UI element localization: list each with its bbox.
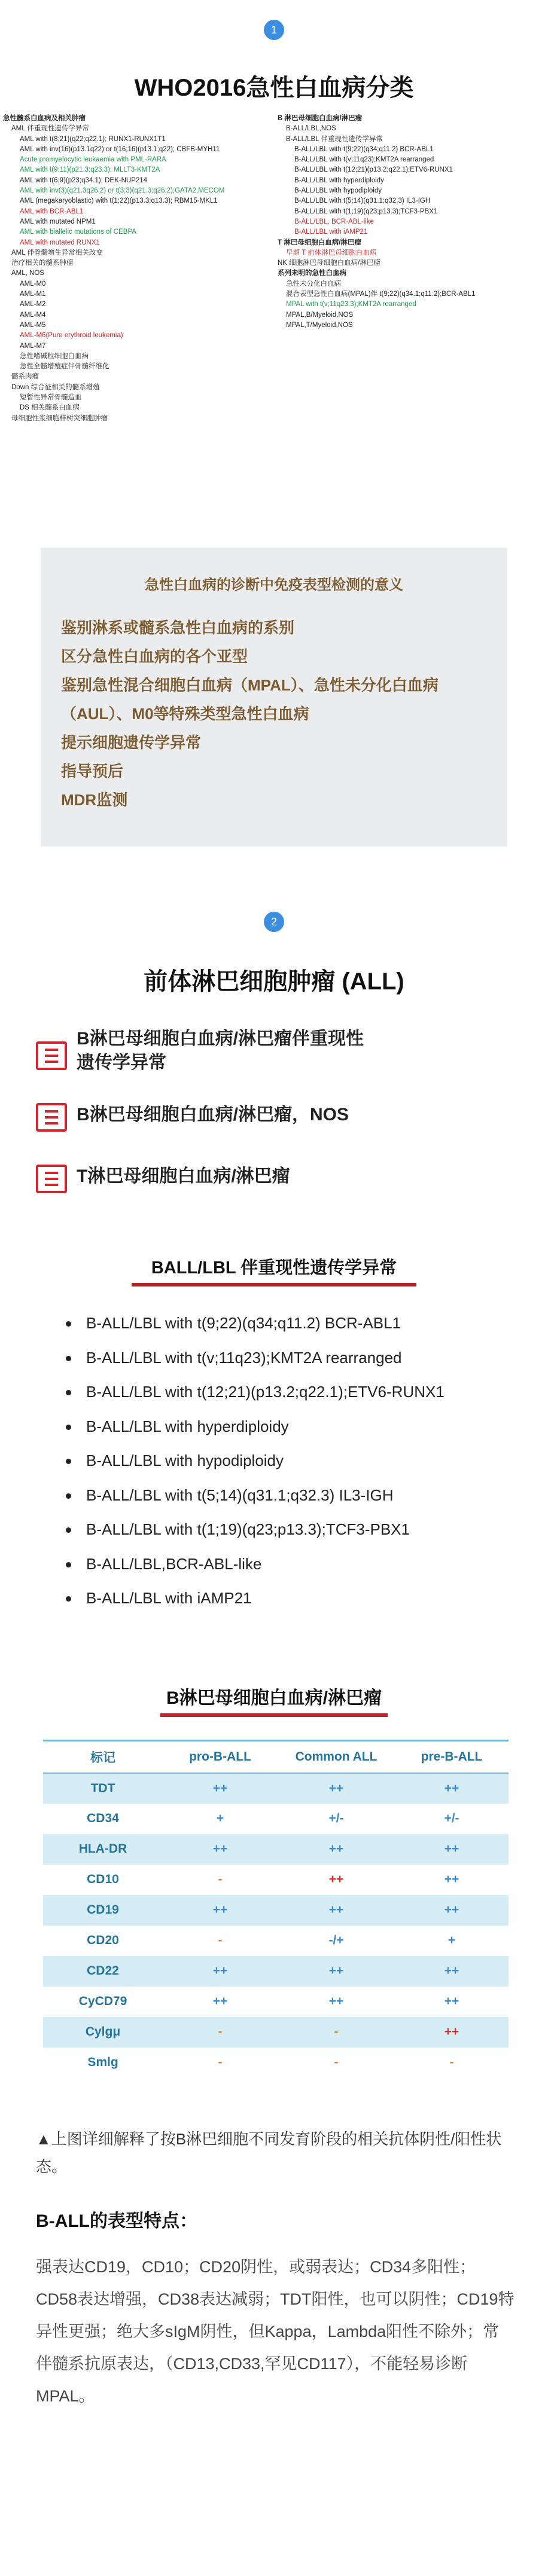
classification-line: 系列未明的急性白血病 — [278, 270, 346, 277]
classification-line: 急性嗜碱粒细胞白血病 — [20, 352, 89, 360]
classification-line: AML (megakaryoblastic) with t(1;22)(p13.3;q13.3); RBM15-MKL1 — [20, 197, 218, 205]
marker-value-cell: ++ — [395, 1987, 509, 2017]
significance-item: 区分急性白血病的各个亚型 — [61, 647, 248, 665]
category-row — [36, 1027, 514, 1082]
table-row — [43, 1804, 509, 1834]
marker-value-cell: - — [163, 1926, 278, 1956]
classification-line: Down 综合征相关的髓系增殖 — [11, 383, 100, 391]
classification-line: MPAL,B/Myeloid,NOS — [286, 311, 354, 319]
list-item: B-ALL/LBL with t(1;19)(q23;p13.3);TCF3-PBX1 — [66, 1512, 532, 1547]
marker-name-cell: CD34 — [43, 1804, 163, 1834]
list-item: B-ALL/LBL with iAMP21 — [66, 1581, 532, 1616]
table-row — [43, 1773, 509, 1804]
classification-line: B-ALL/LBL with t(12;21)(p13.2;q22.1);ETV6-RUNX1 — [294, 166, 453, 174]
category-row — [36, 1103, 514, 1139]
classification-line: AML-M7 — [20, 342, 46, 350]
category-label: B淋巴母细胞白血病/淋巴瘤伴重现性遗传学异常 — [77, 1029, 364, 1072]
significance-item: 指导预后 — [61, 762, 124, 780]
who-classification-title: WHO2016急性白血病分类 — [134, 75, 414, 101]
marker-value-cell: - — [278, 2048, 395, 2078]
category-label: T淋巴母细胞白血病/淋巴瘤 — [77, 1166, 290, 1186]
marker-value-cell: - — [163, 1865, 278, 1895]
heading-underline — [132, 1283, 416, 1287]
list-item: B-ALL/LBL with hyperdiploidy — [66, 1410, 532, 1444]
table-row — [43, 1926, 509, 1956]
classification-line: AML-M0 — [20, 280, 46, 288]
classification-line: 髓系肉瘤 — [11, 373, 39, 381]
marker-name-cell: CD22 — [43, 1956, 163, 1987]
list-item: B-ALL/LBL with hypodiploidy — [66, 1444, 532, 1478]
table-caption: ▲上图详细解释了按B淋巴细胞不同发育阶段的相关抗体阴性/阳性状态。 — [36, 2130, 502, 2175]
significance-item: 提示细胞遗传学异常 — [61, 734, 202, 751]
marker-value-cell: ++ — [163, 1987, 278, 2017]
table-row — [43, 1834, 509, 1865]
all-section-title: 前体淋巴细胞肿瘤 (ALL) — [144, 968, 404, 995]
marker-value-cell: - — [163, 2017, 278, 2048]
classification-line: B-ALL/LBL with iAMP21 — [294, 228, 368, 236]
classification-line: AML with inv(16)(p13.1q22) or t(16;16)(p13.1;q22); CBFB-MYH11 — [20, 145, 220, 153]
column-header: pro-B-ALL — [163, 1741, 278, 1773]
marker-value-cell: - — [163, 2048, 278, 2078]
classification-line: AML with t(8;21)(q22;q22.1); RUNX1-RUNX1T1 — [20, 135, 166, 143]
marker-value-cell: ++ — [278, 1895, 395, 1926]
heading-underline — [160, 1713, 388, 1717]
classification-line: AML-M6(Pure erythroid leukemia) — [20, 332, 123, 340]
classification-line: NK 细胞淋巴母细胞白血病/淋巴瘤 — [278, 259, 380, 267]
category-row — [36, 1165, 514, 1200]
classification-line: B 淋巴母细胞白血病/淋巴瘤 — [278, 115, 363, 122]
immunophenotype-significance-box — [41, 548, 507, 847]
marker-name-cell: CyCD79 — [43, 1987, 163, 2017]
marker-value-cell: +/- — [395, 1804, 509, 1834]
marker-name-cell: CD19 — [43, 1895, 163, 1926]
classification-line: AML-M5 — [20, 321, 46, 329]
classification-line: DS 相关髓系白血病 — [20, 404, 80, 412]
table-header-row — [43, 1741, 509, 1773]
classification-line: 治疗相关的髓系肿瘤 — [11, 259, 74, 267]
classification-line: MPAL,T/Myeloid,NOS — [286, 321, 353, 329]
marker-value-cell: ++ — [395, 1956, 509, 1987]
classification-line: B-ALL/LBL with t(9;22)(q34;q11.2) BCR-ABL1 — [294, 145, 434, 153]
significance-item: 鉴别淋系或髓系急性白血病的系别 — [61, 619, 295, 637]
marker-name-cell: CD20 — [43, 1926, 163, 1956]
marker-value-cell: -/+ — [278, 1926, 395, 1956]
classification-line: Acute promyelocytic leukaemia with PML-RARA — [20, 156, 166, 164]
significance-list — [61, 613, 492, 814]
list-item: B-ALL/LBL with t(12;21)(p13.2;q22.1);ETV6-RUNX1 — [66, 1375, 532, 1410]
list-item: B-ALL/LBL with t(v;11q23);KMT2A rearranged — [66, 1341, 532, 1376]
classification-line: AML with BCR-ABL1 — [20, 207, 84, 215]
marker-table-heading: B淋巴母细胞白血病/淋巴瘤 — [166, 1688, 382, 1708]
marker-value-cell: ++ — [395, 1834, 509, 1865]
marker-value-cell: ++ — [163, 1834, 278, 1865]
classification-line: AML 伴重现性遗传学异常 — [11, 125, 89, 133]
section-number-badge: 1 — [264, 20, 284, 40]
significance-heading: 急性白血病的诊断中免疫表型检测的意义 — [145, 577, 403, 593]
classification-line: T 淋巴母细胞白血病/淋巴瘤 — [278, 239, 361, 246]
classification-line: 急性全髓增殖症伴骨髓纤维化 — [20, 363, 109, 371]
column-header: pre-B-ALL — [395, 1741, 509, 1773]
ball-lbl-list — [66, 1306, 532, 1616]
marker-value-cell: ++ — [163, 1956, 278, 1987]
classification-line: B-ALL/LBL with hyperdiploidy — [294, 176, 384, 184]
classification-line: AML with inv(3)(q21.3q26.2) or t(3;3)(q21.3;q26.2);GATA2,MECOM — [20, 187, 225, 195]
classification-line: MPAL with t(v;11q23.3);KMT2A rearranged — [286, 301, 416, 308]
marker-name-cell: Smlg — [43, 2048, 163, 2078]
classification-line: AML-M1 — [20, 291, 46, 298]
table-row — [43, 2048, 509, 2078]
list-item: B-ALL/LBL,BCR-ABL-like — [66, 1547, 532, 1582]
marker-value-cell: ++ — [278, 1834, 395, 1865]
marker-value-cell: ++ — [163, 1773, 278, 1804]
table-row — [43, 1987, 509, 2017]
table-row — [43, 1865, 509, 1895]
classification-line: B-ALL/LBL with hypodiploidy — [294, 187, 382, 195]
classification-line: B-ALL/LBL,NOS — [286, 125, 336, 133]
classification-line: B-ALL/LBL with t(1;19)(q23;p13.3);TCF3-PBX1 — [294, 207, 438, 215]
marker-value-cell: +/- — [278, 1804, 395, 1834]
marker-value-cell: ++ — [395, 1773, 509, 1804]
classification-line: B-ALL/LBL 伴重现性遗传学异常 — [286, 135, 383, 143]
classification-line: 混合表型急性白血病(MPAL)伴 t(9;22)(q34.1;q11.2);BCR-ABL1 — [286, 291, 476, 298]
marker-value-cell: + — [395, 1926, 509, 1956]
marker-value-cell: ++ — [163, 1895, 278, 1926]
marker-value-cell: ++ — [278, 1987, 395, 2017]
classification-line: 母细胞性浆细胞样树突细胞肿瘤 — [11, 414, 108, 422]
marker-value-cell: ++ — [278, 1773, 395, 1804]
column-header: 标记 — [43, 1741, 163, 1773]
marker-value-cell: ++ — [395, 2017, 509, 2048]
marker-value-cell: ++ — [395, 1895, 509, 1926]
marker-value-cell: - — [278, 2017, 395, 2048]
classification-line: AML with t(6;9)(p23;q34.1); DEK-NUP214 — [20, 176, 148, 184]
ball-lbl-heading: BALL/LBL 伴重现性遗传学异常 — [151, 1258, 397, 1278]
classification-line: 早期 T 前体淋巴母细胞白血病 — [286, 249, 377, 256]
marker-name-cell: HLA-DR — [43, 1834, 163, 1865]
classification-line: B-ALL/LBL, BCR-ABL-like — [294, 218, 374, 225]
classification-line: AML 伴骨髓增生异常相关改变 — [11, 249, 103, 256]
who-right-column — [278, 114, 547, 331]
marker-name-cell: TDT — [43, 1773, 163, 1804]
classification-line: AML-M4 — [20, 311, 46, 319]
features-heading: B-ALL的表型特点： — [36, 2211, 197, 2231]
marker-value-cell: ++ — [278, 1956, 395, 1987]
list-doc-icon — [36, 1041, 67, 1070]
classification-line: B-ALL/LBL with t(v;11q23);KMT2A rearranged — [294, 156, 434, 164]
classification-line: AML with mutated NPM1 — [20, 218, 96, 225]
marker-table — [43, 1740, 509, 2078]
table-row — [43, 1895, 509, 1926]
column-header: Common ALL — [278, 1741, 395, 1773]
category-label: B淋巴母细胞白血病/淋巴瘤，NOS — [77, 1105, 349, 1124]
list-doc-icon — [36, 1103, 67, 1132]
marker-value-cell: ++ — [395, 1865, 509, 1895]
list-item: B-ALL/LBL with t(5;14)(q31.1;q32.3) IL3-IGH — [66, 1478, 532, 1513]
marker-value-cell: + — [163, 1804, 278, 1834]
table-row — [43, 2017, 509, 2048]
classification-line: 急性未分化白血病 — [286, 280, 341, 288]
classification-line: 急性髓系白血病及相关肿瘤 — [3, 115, 86, 122]
list-doc-icon — [36, 1165, 67, 1193]
classification-line: 短暂性异常骨髓造血 — [20, 394, 82, 402]
classification-line: AML with biallelic mutations of CEBPA — [20, 228, 136, 236]
classification-line: AML-M2 — [20, 301, 46, 308]
section-number-badge: 2 — [264, 912, 284, 932]
marker-name-cell: Cylgμ — [43, 2017, 163, 2048]
marker-name-cell: CD10 — [43, 1865, 163, 1895]
classification-line: B-ALL/LBL with t(5;14)(q31.1;q32.3) IL3-IGH — [294, 197, 431, 205]
table-row — [43, 1956, 509, 1987]
classification-line: AML with mutated RUNX1 — [20, 239, 100, 246]
classification-line: AML with t(9;11)(p21.3;q23.3); MLLT3-KMT2A — [20, 166, 160, 174]
who-left-column — [3, 114, 272, 424]
list-item: B-ALL/LBL with t(9;22)(q34;q11.2) BCR-ABL1 — [66, 1306, 532, 1341]
significance-item: MDR监测 — [61, 791, 128, 809]
features-text: 强表达CD19，CD10；CD20阴性，或弱表达；CD34多阳性；CD58表达增强，CD38表达减弱；TDT阳性，也可以阴性；CD19特异性更强；绝大多sIgM阴性，但Kappa，Lambda阳性不除外；常伴髓系抗原表达，（CD13,CD33,罕见CD117），不能轻易诊断MPAL。 — [36, 2258, 514, 2405]
marker-value-cell: - — [395, 2048, 509, 2078]
marker-value-cell: ++ — [278, 1865, 395, 1895]
classification-line: AML, NOS — [11, 270, 44, 277]
significance-item: 鉴别急性混合细胞白血病（MPAL）、急性未分化白血病（AUL）、M0等特殊类型急性白血病 — [61, 676, 439, 723]
